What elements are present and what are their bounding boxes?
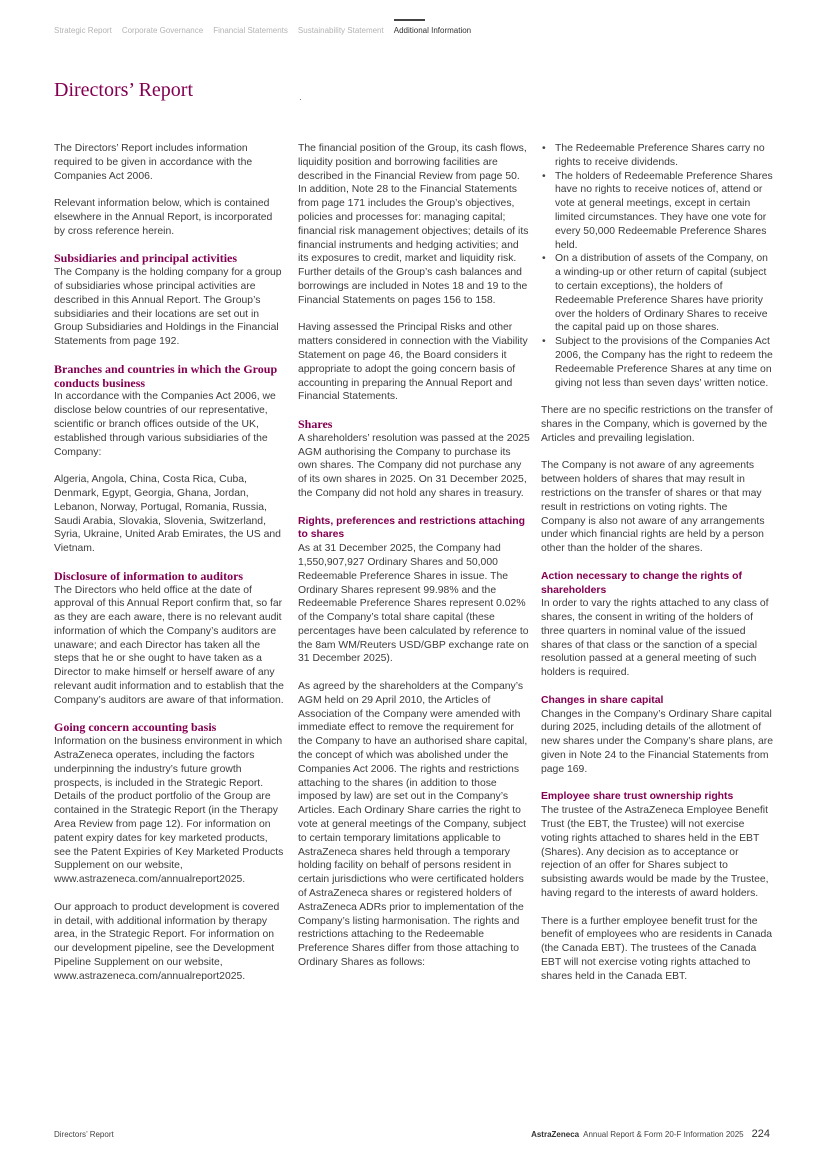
nav-corporate-governance[interactable]: Corporate Governance bbox=[121, 26, 204, 35]
branches-paragraph: In accordance with the Companies Act 2006, we disclose below countries of our representative, scientific or branch offices outside of the UK, established through various subsidiaries of the Company: bbox=[54, 391, 276, 458]
list-item: • The holders of Redeemable Preference Shares have no rights to receive notices of, attend or vote at general meetings, except in certain limited circumstances. They have one vote for every 50,000 Redeemable Preference Shares held. bbox=[541, 170, 773, 253]
product-development-paragraph: Our approach to product development is covered in detail, with additional information by therapy area, in the Strategic Report. For information on our development pipeline, see the Development Pipeline Supplement on our website, www.astrazeneca.com/annualreport2025. bbox=[54, 901, 280, 982]
financial-position-paragraph: The financial position of the Group, its cash flows, liquidity position and borrowing facilities are described in the Financial Review from page 50. In addition, Note 28 to the Financial Statements from page 171 includes the Group’s objectives, policies and processes for: managing capital; financial risk management objectives; details of its financial instruments and hedging activities; and its exposures to credit, market and liquidity risk. Further details of the Group’s cash balances and borrowings are included in Notes 18 and 19 to the Financial Statements on pages 156 to 158. bbox=[298, 143, 529, 306]
footer-brand: AstraZeneca bbox=[531, 1130, 580, 1139]
heading-subsidiaries: Subsidiaries and principal activities bbox=[54, 251, 238, 266]
heading-action-necessary: Action necessary to change the rights of shareholders bbox=[541, 570, 742, 596]
going-concern-paragraph: Information on the business environment in which AstraZeneca operates, including the factors underpinning the industry’s future growth prospects, is included in the Strategic Report. Details of the product portfolio of the Group are contained in the Strategic Report (in the Therapy Area Review from page 12). For information on patent expiry dates for key marketed products, see the Patent Expiries of Key Marketed Products Supplement on our website, www.astrazeneca.com/annualreport2025. bbox=[54, 736, 284, 886]
column-2 bbox=[298, 142, 530, 970]
heading-branches: Branches and countries in which the Group conducts business bbox=[54, 361, 278, 390]
heading-shares: Shares bbox=[298, 416, 333, 431]
footer-report-title: Annual Report & Form 20-F Information 2025 bbox=[583, 1130, 744, 1139]
articles-paragraph: As agreed by the shareholders at the Company’s AGM held on 29 April 2010, the Articles of Association of the Company were amended with immediate effect to remove the requirement for the Company to have an authorised share capital, the concept of which was abolished under the Companies Act 2006. The rights and restrictions attaching to the shares (in addition to those imposed by law) are set out in the Company’s Articles. Each Ordinary Share carries the right to vote at general meetings of the Company, subject to certain temporary limitations applicable to AstraZeneca shares held through a temporary holding facility on behalf of persons resident in certain jurisdictions who were certificated holders of AstraZeneca shares or registered holders of AstraZeneca ADRs prior to implementation of the Company’s listing harmonisation. The rights and restrictions attaching to the Redeemable Preference Shares differ from those attaching to Ordinary Shares as follows: bbox=[298, 681, 528, 969]
canada-ebt-paragraph: There is a further employee benefit trust for the benefit of employees who are residents in Canada (the Canada EBT). The trustees of the Canada EBT will not exercise voting rights attached to shares held in the Canada EBT. bbox=[541, 915, 773, 982]
page-title: Directors’ Report bbox=[54, 79, 194, 101]
nav-sustainability-statement[interactable]: Sustainability Statement bbox=[297, 26, 384, 35]
list-item: • The Redeemable Preference Shares carry no rights to receive dividends. bbox=[541, 142, 773, 170]
nav-financial-statements[interactable]: Financial Statements bbox=[213, 26, 288, 35]
page-number: 224 bbox=[751, 1128, 770, 1140]
heading-changes-share-capital: Changes in share capital bbox=[541, 694, 664, 706]
agreements-paragraph: The Company is not aware of any agreements between holders of shares that may result in restrictions on the transfer of shares or that may result in restrictions on voting rights. The Company is also not aware of any arrangements under which financial rights are held by a person other than the holder of the shares. bbox=[541, 460, 765, 555]
auditors-paragraph: The Directors who held office at the date of approval of this Annual Report confirm that, so far as they are each aware, there is no relevant audit information of which the Company’s auditors are unaware; and each Director has taken all the steps that he or she ought to have taken as a Director to make himself or herself aware of any relevant audit information and to establish that the Company’s auditors are aware of that information. bbox=[54, 584, 284, 706]
shares-paragraph: A shareholders’ resolution was passed at the 2025 AGM authorising the Company to purchase its own shares. The Company did not purchase any of its own shares in 2025. On 31 December 2025, the Company did not hold any shares in treasury. bbox=[298, 432, 530, 499]
footer-section-label: Directors’ Report bbox=[54, 1130, 114, 1139]
column-1 bbox=[54, 142, 284, 984]
cross-reference-paragraph: Relevant information below, which is contained elsewhere in the Annual Report, is incorporated by cross reference herein. bbox=[54, 198, 273, 237]
nav-strategic-report[interactable]: Strategic Report bbox=[54, 26, 112, 35]
heading-auditors: Disclosure of information to auditors bbox=[54, 568, 244, 583]
countries-paragraph: Algeria, Angola, China, Costa Rica, Cuba, Denmark, Egypt, Georgia, Ghana, Jordan, Lebanon, Norway, Portugal, Romania, Russia, Saudi Arabia, Slovakia, Slovenia, Switzerland, Syria, Ukraine, United Arab Emirates, the US and Vietnam. bbox=[54, 474, 281, 555]
transfer-paragraph: There are no specific restrictions on the transfer of shares in the Company, which is governed by the Articles and prevailing legislation. bbox=[541, 405, 773, 444]
nav-additional-information[interactable]: Additional Information bbox=[393, 26, 472, 35]
rights-paragraph: As at 31 December 2025, the Company had 1,550,907,927 Ordinary Shares and 50,000 Redeemable Preference Shares in issue. The Ordinary Shares represent 99.98% and the Redeemable Preference Shares represent 0.02% of the Company’s total share capital (these percentages have been calculated by reference to the 8am WM/Reuters USD/GBP exchange rate on 31 December 2025). bbox=[298, 543, 529, 665]
changes-paragraph: Changes in the Company’s Ordinary Share capital during 2025, including details of the allotment of new shares under the Company’s share plans, are given in Note 24 to the Financial Statements from page 169. bbox=[541, 708, 773, 775]
assessment-paragraph: Having assessed the Principal Risks and other matters considered in connection with the Viability Statement on page 46, the Board considers it appropriate to adopt the going concern basis of accounting in preparing the Annual Report and Financial Statements. bbox=[298, 322, 528, 403]
heading-going-concern: Going concern accounting basis bbox=[54, 720, 217, 735]
intro-paragraph: The Directors’ Report includes information required to be given in accordance with the Companies Act 2006. bbox=[54, 143, 253, 182]
action-paragraph: In order to vary the rights attached to any class of shares, the consent in writing of the holders of three quarters in nominal value of the issued shares of that class or the sanction of a special resolution passed at a general meeting of such holders is required. bbox=[541, 598, 769, 679]
list-item: • Subject to the provisions of the Companies Act 2006, the Company has the right to redeem the Redeemable Preference Shares at any time on giving not less than seven days’ written notice. bbox=[541, 335, 773, 390]
column-3 bbox=[541, 142, 773, 984]
heading-employee-trust: Employee share trust ownership rights bbox=[541, 791, 734, 803]
footer-publication bbox=[531, 1128, 770, 1140]
list-item: • On a distribution of assets of the Company, on a winding-up or other return of capital (subject to certain exceptions), the holders of Redeemable Preference Shares have priority over the holders of Ordinary Shares to receive the capital paid up on those shares. bbox=[541, 252, 773, 335]
preference-shares-list bbox=[541, 142, 773, 390]
subsidiaries-paragraph: The Company is the holding company for a group of subsidiaries whose principal activities are described in this Annual Report. The Group’s subsidiaries and their locations are set out in Group Subsidiaries and Holdings in the Financial Statements from page 192. bbox=[54, 267, 282, 348]
section-nav bbox=[54, 26, 471, 35]
heading-rights: Rights, preferences and restrictions attaching to shares bbox=[298, 515, 525, 541]
trust-paragraph: The trustee of the AstraZeneca Employee Benefit Trust (the EBT, the Trustee) will not exercise voting rights attached to shares held in the EBT (Shares). Any decision as to acceptance or rejection of an offer for Shares subject to subsisting awards would be made by the Trustee, having regard to the interests of award holders. bbox=[541, 805, 769, 900]
decorative-dot bbox=[300, 99, 301, 100]
